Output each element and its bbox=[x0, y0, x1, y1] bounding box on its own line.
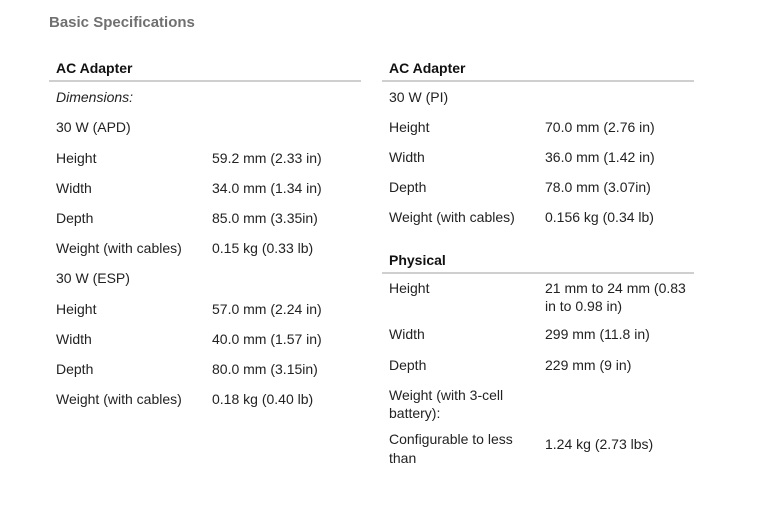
page-title: Basic Specifications bbox=[49, 14, 195, 31]
pi-weight-value: 0.156 kg (0.34 lb) bbox=[545, 209, 654, 225]
apd-label: 30 W (APD) bbox=[56, 119, 131, 135]
esp-label: 30 W (ESP) bbox=[56, 270, 130, 286]
section-header-ac-adapter-right: AC Adapter bbox=[382, 60, 694, 82]
physical-depth-label: Depth bbox=[389, 357, 427, 373]
pi-height-value: 70.0 mm (2.76 in) bbox=[545, 119, 655, 135]
apd-depth-value: 85.0 mm (3.35in) bbox=[212, 210, 318, 226]
apd-width-label: Width bbox=[56, 180, 92, 196]
dimensions-label: Dimensions: bbox=[56, 89, 134, 105]
esp-depth-label: Depth bbox=[56, 361, 94, 377]
physical-width-label: Width bbox=[389, 326, 425, 342]
apd-weight-label: Weight (with cables) bbox=[56, 240, 182, 256]
esp-depth-value: 80.0 mm (3.15in) bbox=[212, 361, 318, 377]
apd-height-label: Height bbox=[56, 150, 97, 166]
physical-height-label: Height bbox=[389, 280, 430, 296]
pi-depth-label: Depth bbox=[389, 179, 427, 195]
pi-weight-label: Weight (with cables) bbox=[389, 209, 515, 225]
physical-weight-label-line1: Weight (with 3-cell bbox=[389, 387, 504, 403]
physical-height-value-line2: in to 0.98 in) bbox=[545, 298, 623, 314]
esp-width-value: 40.0 mm (1.57 in) bbox=[212, 331, 322, 347]
pi-width-label: Width bbox=[389, 149, 425, 165]
physical-configurable-value: 1.24 kg (2.73 lbs) bbox=[545, 436, 654, 452]
pi-depth-value: 78.0 mm (3.07in) bbox=[545, 179, 651, 195]
physical-weight-label-line2: battery): bbox=[389, 405, 441, 421]
physical-height-value-line1: 21 mm to 24 mm (0.83 bbox=[545, 280, 686, 296]
section-header-ac-adapter-left: AC Adapter bbox=[49, 60, 361, 82]
physical-configurable-label-line2: than bbox=[389, 450, 417, 466]
esp-height-value: 57.0 mm (2.24 in) bbox=[212, 301, 322, 317]
physical-configurable-label-line1: Configurable to less bbox=[389, 431, 513, 447]
esp-width-label: Width bbox=[56, 331, 92, 347]
pi-label: 30 W (PI) bbox=[389, 89, 449, 105]
pi-height-label: Height bbox=[389, 119, 430, 135]
apd-width-value: 34.0 mm (1.34 in) bbox=[212, 180, 322, 196]
esp-height-label: Height bbox=[56, 301, 97, 317]
esp-weight-value: 0.18 kg (0.40 lb) bbox=[212, 391, 314, 407]
esp-weight-label: Weight (with cables) bbox=[56, 391, 182, 407]
section-header-physical: Physical bbox=[382, 252, 694, 274]
apd-height-value: 59.2 mm (2.33 in) bbox=[212, 150, 322, 166]
apd-weight-value: 0.15 kg (0.33 lb) bbox=[212, 240, 314, 256]
physical-width-value: 299 mm (11.8 in) bbox=[545, 326, 650, 342]
physical-depth-value: 229 mm (9 in) bbox=[545, 357, 632, 373]
apd-depth-label: Depth bbox=[56, 210, 94, 226]
pi-width-value: 36.0 mm (1.42 in) bbox=[545, 149, 655, 165]
